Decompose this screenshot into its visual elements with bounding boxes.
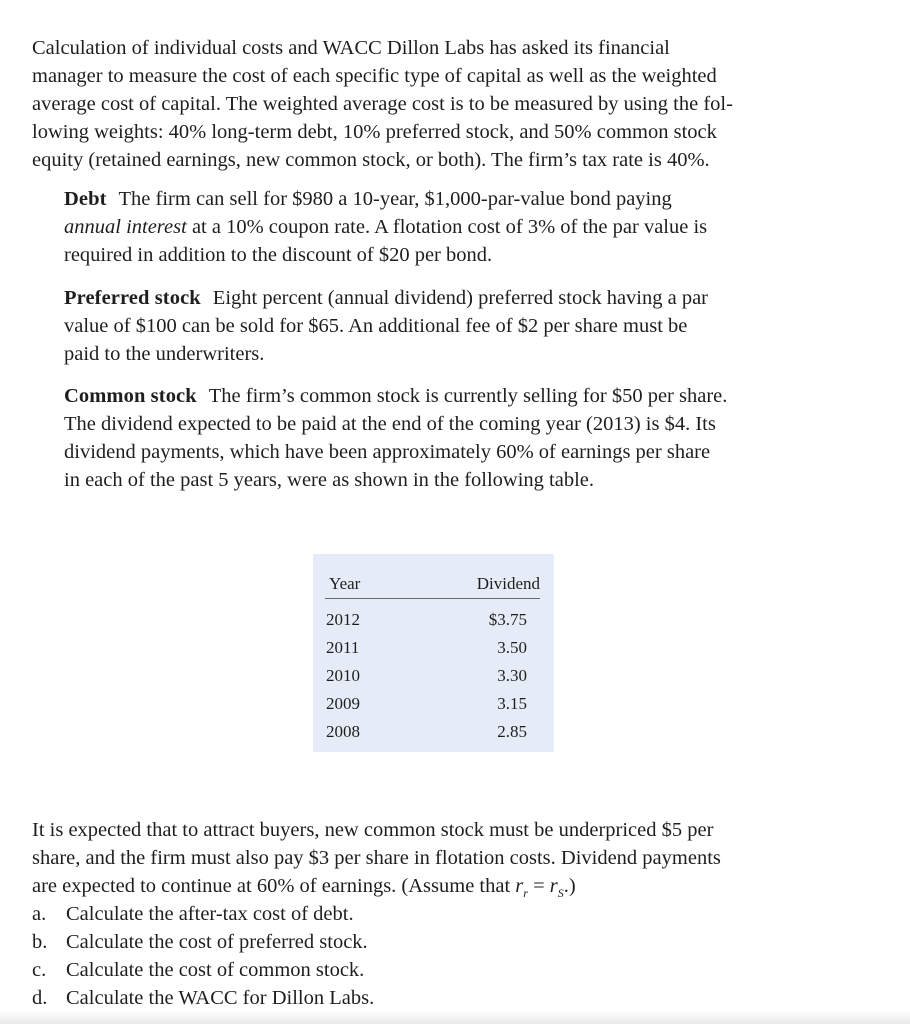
table-cell-year: 2011 bbox=[326, 638, 360, 657]
intro-line: average cost of capital. The weighted average cost is to be measured by using the fol- bbox=[32, 93, 733, 115]
intro-line: Calculation of individual costs and WACC Dillon Labs has asked its financial bbox=[32, 37, 670, 59]
equals-sign: = bbox=[527, 875, 550, 897]
r-symbol: r bbox=[549, 875, 558, 897]
question-text: Calculate the WACC for Dillon Labs. bbox=[66, 987, 375, 1009]
s-subscript: S bbox=[557, 886, 564, 901]
question-label: c. bbox=[32, 959, 47, 981]
question-text: Calculate the cost of common stock. bbox=[66, 959, 365, 981]
preferred-text: value of $100 can be sold for $65. An additional fee of $2 per share must be bbox=[64, 315, 688, 337]
debt-text: The firm can sell for $980 a 10-year, $1,000-par-value bond paying bbox=[118, 188, 672, 210]
preferred-text: paid to the underwriters. bbox=[64, 343, 265, 365]
question-text: Calculate the cost of preferred stock. bbox=[66, 931, 368, 953]
question-b bbox=[32, 928, 872, 956]
debt-section bbox=[64, 185, 844, 269]
debt-text: required in addition to the discount of $20 per bond. bbox=[64, 244, 493, 266]
table-cell-year: 2012 bbox=[326, 610, 360, 629]
closing-text: are expected to continue at 60% of earnings. (Assume that bbox=[32, 875, 516, 897]
debt-heading: Debt bbox=[64, 188, 107, 210]
common-text: The dividend expected to be paid at the end of the coming year (2013) is $4. Its bbox=[64, 413, 716, 435]
column-header-dividend: Dividend bbox=[476, 574, 540, 593]
table-cell-dividend: 2.85 bbox=[497, 722, 527, 741]
intro-line: lowing weights: 40% long-term debt, 10% preferred stock, and 50% common stock bbox=[32, 121, 717, 143]
common-text: in each of the past 5 years, were as shown in the following table. bbox=[64, 469, 594, 491]
r-symbol: r bbox=[515, 875, 524, 897]
common-heading: Common stock bbox=[64, 385, 197, 407]
table-cell-dividend: $3.75 bbox=[488, 610, 527, 629]
closing-text: share, and the firm must also pay $3 per share in flotation costs. Dividend payments bbox=[32, 847, 721, 869]
table-cell-dividend: 3.30 bbox=[497, 666, 527, 685]
closing-text: It is expected that to attract buyers, new common stock must be underpriced $5 per bbox=[32, 819, 714, 841]
table-cell-year: 2010 bbox=[326, 666, 360, 685]
question-label: b. bbox=[32, 931, 48, 953]
question-label: a. bbox=[32, 903, 47, 925]
header-divider bbox=[325, 598, 540, 599]
intro-line: equity (retained earnings, new common stock, or both). The firm’s tax rate is 40%. bbox=[32, 149, 710, 171]
preferred-text: Eight percent (annual dividend) preferred stock having a par bbox=[212, 287, 709, 309]
question-text: Calculate the after-tax cost of debt. bbox=[66, 903, 354, 925]
column-header-year: Year bbox=[329, 574, 361, 593]
table-cell-dividend: 3.15 bbox=[497, 694, 527, 713]
table-cell-year: 2009 bbox=[326, 694, 360, 713]
intro-line: manager to measure the cost of each specific type of capital as well as the weighted bbox=[32, 65, 717, 87]
debt-text: at a 10% coupon rate. A flotation cost of 3% of the par value is bbox=[186, 216, 708, 238]
debt-emphasis: annual interest bbox=[64, 216, 187, 238]
question-a bbox=[32, 900, 872, 928]
question-d bbox=[32, 984, 872, 1012]
common-section bbox=[64, 382, 844, 494]
common-text: dividend payments, which have been approximately 60% of earnings per share bbox=[64, 441, 711, 463]
preferred-heading: Preferred stock bbox=[64, 287, 201, 309]
closing-paragraph bbox=[32, 816, 872, 1012]
closing-text: .) bbox=[563, 875, 576, 897]
common-text: The firm’s common stock is currently selling for $50 per share. bbox=[208, 385, 728, 407]
preferred-section bbox=[64, 284, 844, 368]
problem-intro bbox=[32, 34, 852, 174]
page-bottom-shadow bbox=[0, 1010, 910, 1024]
table-cell-dividend: 3.50 bbox=[497, 638, 527, 657]
r-subscript: r bbox=[523, 886, 528, 901]
table-cell-year: 2008 bbox=[326, 722, 360, 741]
question-c bbox=[32, 956, 872, 984]
question-label: d. bbox=[32, 987, 48, 1009]
dividend-table bbox=[313, 554, 554, 752]
